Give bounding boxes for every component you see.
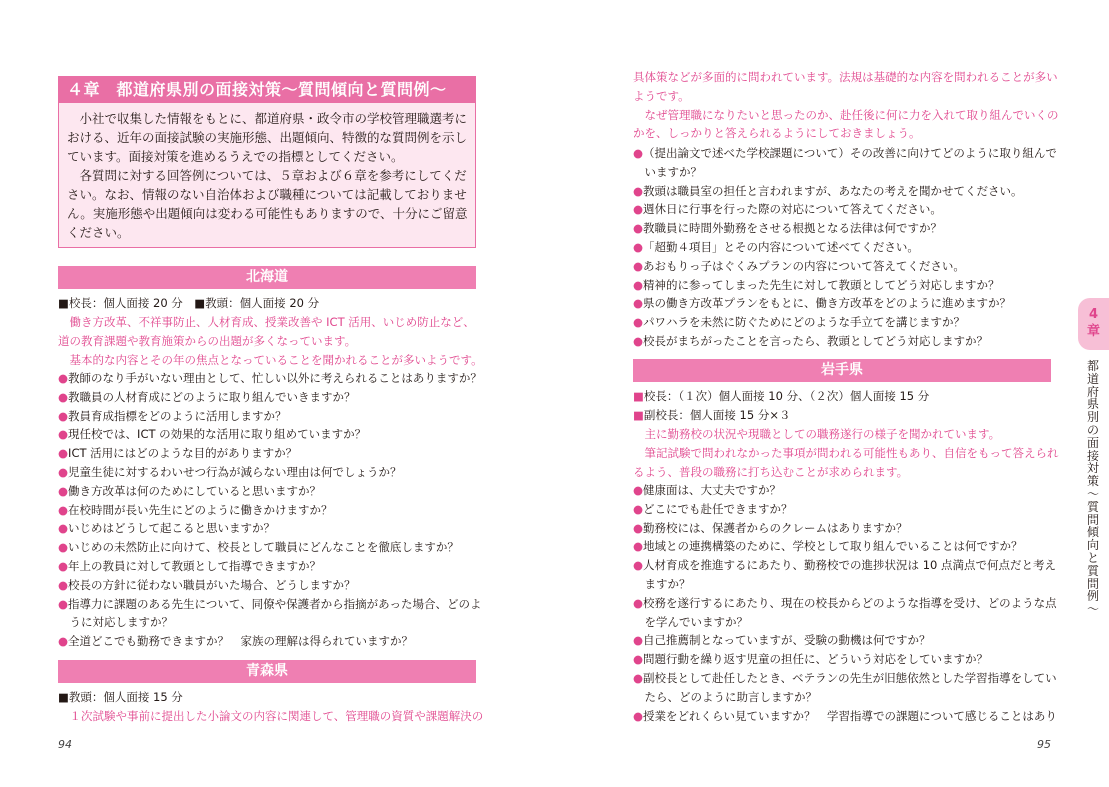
item-text: ICT 活用にはどのような目的がありますか？ [68,446,298,461]
question-item [633,500,793,519]
item-text: 教員育成指標をどのように活用しますか？ [68,408,287,423]
question-item [58,482,321,501]
item-text: 週休日に行事を行った際の対応について答えてください。 [643,202,942,217]
item-text: いじめはどうして起こると思いますか？ [68,521,276,536]
question-item [633,707,1057,726]
item-text: 在校時間が長い先生にどのように働きかけますか？ [68,502,333,517]
chapter-side-title: 都道府県別の面接対策～質問傾向と質問例～ [1087,359,1100,617]
interview-format: ■教頭：個人面接 15 分 [58,690,183,704]
item-text: 児童生徒に対するわいせつ行為が減らない理由は何でしょうか？ [68,465,402,479]
item-text: 授業をどれくらい見ていますか？ 学習指導での課題について感じることはあり [643,708,1057,723]
item-text: 勤務校には、保護者からのクレームはありますか？ [643,520,908,535]
item-text: パワハラを未然に防ぐためにどのような手立てを講じますか？ [643,315,966,330]
question-item [633,182,1023,201]
item-text: 教師のなり手がいない理由として、忙しい以外に考えられることはありますか？ [68,371,482,385]
bullet-icon: ● [633,258,644,273]
item-text: 自己推薦制となっていますが、受験の動機は何ですか？ [643,633,931,648]
interview-format: ■校長：個人面接 20 分 ■教頭：個人面接 20 分 [58,296,320,310]
item-text: 教職員の人材育成にどのように取り組んでいきますか？ [68,389,356,404]
question-item [633,144,1057,163]
interview-format [633,387,929,406]
bullet-icon: ● [58,559,69,573]
question-item [58,369,482,388]
tendency-note: 道の教育課題や教育施策からの出題が多くなっています。 [58,333,357,348]
bullet-icon: ● [58,521,69,536]
bullet-icon: ● [633,146,644,160]
item-text: 副校長として赴任したとき、ベテランの先生が旧態依然とした学習指導をしてい [643,671,1057,685]
question-item: を学んでいますか？ [633,614,748,629]
bullet-icon: ● [633,501,644,516]
item-text: 校長：（１次）個人面接 10 分、（２次）個人面接 15 分 [643,389,930,403]
item-text: 現任校では、ICT の効果的な活用に取り組めていますか？ [68,427,367,442]
item-text: どこにでも赴任できますか？ [643,501,793,516]
tendency-note: 具体策などが多面的に問われています。法規は基礎的な内容を問われることが多い [633,70,1058,84]
chapter-tab [1078,298,1109,350]
bullet-icon: ● [58,427,69,442]
question-item [58,538,459,557]
bullet-icon: ● [633,539,644,554]
question-item [633,537,1023,556]
tendency-note: 筆記試験で問われなかった事項が問われる可能性もあり、自信をもって答えられ [633,445,1059,460]
question-item [633,650,988,669]
bullet-icon: ● [633,202,644,217]
bullet-icon: ● [633,652,644,667]
item-text: 教頭は職員室の担任と言われますが、あなたの考えを聞かせてください。 [643,183,1023,198]
chapter-intro-box [58,76,476,248]
bullet-icon: ● [58,634,69,649]
question-item [633,669,1057,688]
item-text: 全道どこでも勤務できますか？ 家族の理解は得られていますか？ [68,634,414,649]
bullet-icon: ● [58,502,69,517]
item-text: 「超勤４項目」とその内容について述べてください。 [643,240,919,254]
bullet-icon: ● [633,334,644,348]
bullet-icon: ● [58,596,69,611]
bullet-icon: ● [633,633,644,648]
intro-paragraph: 小社で収集した情報をもとに、都道府県・政令市の学校管理職選考における、近年の面接試験の実施形態、出題傾向、特徴的な質問例を示しています。面接対策を進めるうえでの指標としてください。 [67,111,468,164]
item-text: 人材育成を推進するにあたり、勤務校での進捗状況は 10 点満点で何点だと考え [643,558,1056,573]
tendency-note: かを、しっかりと答えられるようにしておきましょう。 [633,126,921,141]
question-item [58,576,356,595]
page-number: 94 [58,738,72,751]
bullet-icon: ● [58,371,69,385]
bullet-icon: ● [633,183,644,198]
question-item [58,632,413,651]
bullet-icon: ● [58,483,69,498]
item-text: 副校長：個人面接 15 分×３ [643,407,791,422]
question-item [633,276,1000,295]
intro-paragraph: 各質問に対する回答例については、５章および６章を参考にしてください。なお、情報のない自治体および職種については記載しておりません。実施形態や出題傾向は変わる可能性もありますので、十分にご留意ください。 [67,168,468,240]
item-text: 指導力に課題のある先生について、同僚や保護者から指摘があった場合、どのよ [68,596,482,611]
square-bullet-icon: ■ [633,389,644,403]
item-text: 地域との連携構築のために、学校として取り組んでいることは何ですか？ [643,539,1023,554]
question-item [58,501,333,520]
bullet-icon: ● [633,277,644,292]
bullet-icon: ● [633,315,644,330]
tendency-note: ようです。 [633,88,690,103]
bullet-icon: ● [633,671,644,685]
question-item [633,556,1056,575]
bullet-icon: ● [633,595,644,610]
item-text: 働き方改革は何のためにしていると思いますか？ [68,483,322,498]
tendency-note: １次試験や事前に提出した小論文の内容に関連して、管理職の資質や課題解決の [58,709,484,723]
chapter-title: ４章 都道府県別の面接対策～質問傾向と質問例～ [59,77,475,103]
question-item [633,481,781,500]
question-item [633,200,942,219]
question-item [58,519,275,538]
question-item [633,332,988,351]
bullet-icon: ● [633,708,644,723]
bullet-icon: ● [633,296,644,311]
question-item [58,557,321,576]
question-item [58,407,287,426]
question-item [633,219,942,238]
question-item [58,425,366,444]
item-text: 問題行動を繰り返す児童の担任に、どういう対応をしていますか？ [643,652,989,667]
question-item [633,519,908,538]
item-text: 校務を遂行するにあたり、現在の校長からどのような指導を受け、どのような点 [643,595,1057,610]
tendency-note: るよう、普段の職務に打ち込むことが求められます。 [633,464,909,479]
question-item: いますか？ [633,164,702,179]
bullet-icon: ● [58,577,69,592]
question-item [58,388,356,407]
chapter-tab-number: 4 [1088,307,1099,322]
item-text: 年上の教員に対して教頭として指導できますか？ [68,559,322,573]
tendency-note: なぜ管理職になりたいと思ったのか、赴任後に何に力を入れて取り組んでいくの [633,107,1059,122]
bullet-icon: ● [58,540,69,555]
question-item [58,463,402,482]
tendency-note: 基本的な内容とその年の焦点となっていることを聞かれることが多いようです。 [58,352,483,367]
bullet-icon: ● [58,465,69,479]
question-item [58,595,481,614]
section-band-iwate: 岩手県 [633,359,1051,382]
item-text: 校長の方針に従わない職員がいた場合、どうしますか？ [68,577,356,592]
question-item [633,257,965,276]
section-band-aomori: 青森県 [58,660,476,683]
bullet-icon: ● [633,483,644,497]
question-item: たら、どのように助言しますか？ [633,689,817,704]
interview-format [633,406,790,425]
tendency-note: 働き方改革、不祥事防止、人材育成、授業改善や ICT 活用、いじめ防止など、 [58,315,475,329]
square-bullet-icon: ■ [633,407,644,422]
bullet-icon: ● [58,389,69,404]
question-item [633,238,919,257]
item-text: 精神的に参ってしまった先生に対して教頭としてどう対応しますか？ [643,277,1000,292]
question-item [633,631,931,650]
chapter-intro [67,109,469,242]
bullet-icon: ● [633,221,644,236]
page-number: 95 [1037,738,1051,751]
bullet-icon: ● [58,446,69,461]
bullet-icon: ● [58,408,69,423]
question-item [633,313,965,332]
item-text: 校長がまちがったことを言ったら、教頭としてどう対応しますか？ [643,334,989,348]
item-text: （提出論文で述べた学校課題について）その改善に向けてどのように取り組んで [643,146,1057,160]
item-text: 健康面は、大丈夫ですか？ [643,483,782,497]
question-item [633,594,1057,613]
section-band-hokkaido: 北海道 [58,266,476,289]
item-text: 県の働き方改革プランをもとに、働き方改革をどのように進めますか？ [643,296,1012,311]
bullet-icon: ● [633,558,644,573]
item-text: いじめの未然防止に向けて、校長として職員にどんなことを徹底しますか？ [68,540,459,555]
item-text: あおもりっ子はぐくみプランの内容について答えてください。 [643,258,965,273]
question-item [633,294,1011,313]
tendency-note: 主に勤務校の状況や現職としての職務遂行の様子を聞かれています。 [633,427,1001,441]
item-text: 教職員に時間外勤務をさせる根拠となる法律は何ですか？ [643,221,943,236]
question-item: うに対応しますか？ [58,615,173,630]
bullet-icon: ● [633,520,644,535]
bullet-icon: ● [633,240,644,254]
question-item: ますか？ [633,577,691,591]
question-item [58,444,297,463]
chapter-tab-label: 章 [1086,324,1100,339]
